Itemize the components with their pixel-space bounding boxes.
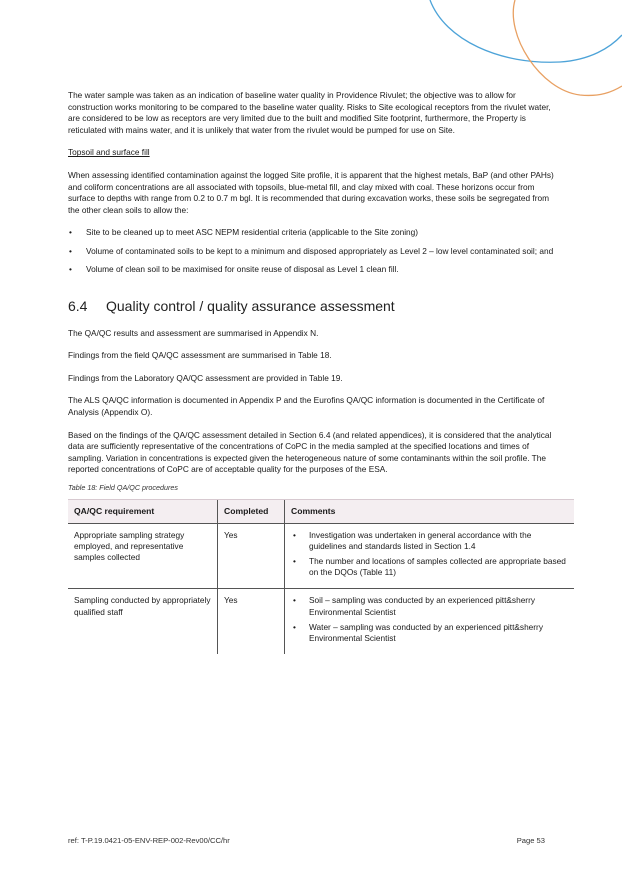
- bullet-list: [68, 227, 559, 275]
- list-item: • Site to be cleaned up to meet ASC NEPM residential criteria (applicable to the Site zoning): [69, 227, 419, 238]
- topsoil-heading: Topsoil and surface fill: [68, 147, 150, 158]
- topsoil-paragraph: When assessing identified contamination against the logged Site profile, it is apparent that the highest metals, BaP (and other PAHs) and coliform concentrations are all associated with topsoils, blue-metal fill, and clay mixed with coal. These horizons occur from surface to depths with range from 0.2 to 0.7 m bgl. It is recommended that during excavation works, these soils be segregated from the other clean soils to allow the:: [68, 169, 554, 215]
- table-header-row: [68, 499, 574, 523]
- intro-paragraph: The water sample was taken as an indication of baseline water quality in Providence Rivulet; the objective was to allow for construction works monitoring to be compared to the baseline water quality. Risks to Site ecological receptors from the rivulet water, are considered to be low as receptors are very limited due to the built and modified Site footprint, furthermore, the Property is reticulated with mains water, and it is unlikely that water from the rivulet would be pumped for use on Site.: [68, 90, 551, 135]
- cell-comments: [285, 589, 575, 654]
- cell-completed: Yes: [218, 523, 285, 589]
- cell-completed: Yes: [218, 589, 285, 654]
- qa-paragraph: The QA/QC results and assessment are summarised in Appendix N.: [68, 327, 319, 338]
- qa-paragraph: Based on the findings of the QA/QC assessment detailed in Section 6.4 (and related appendices), it is considered that the analytical data are sufficiently representative of the concentrations of CoPC in the media sampled at the specified locations and times of sampling. Variation in concentrations is expected given the heterogeneous nature of some contaminants within the soil profile. The reported concentrations of CoPC are of acceptable quality for the purposes of the ESA.: [68, 429, 552, 475]
- document-reference: ref: T-P.19.0421-05-ENV-REP-002-Rev00/CC/hr: [68, 836, 230, 845]
- list-item: • Volume of contaminated soils to be kept to a minimum and disposed appropriately as Level 2 – low level contaminated soil; and: [69, 245, 554, 256]
- bullet-icon: •: [293, 555, 296, 566]
- qa-paragraph: Findings from the Laboratory QA/QC assessment are provided in Table 19.: [68, 372, 343, 383]
- list-item: • Water – sampling was conducted by an experienced pitt&sherry Environmental Scientist: [293, 621, 543, 643]
- table-caption: Table 18: Field QA/QC procedures: [68, 482, 178, 492]
- bullet-icon: •: [69, 245, 72, 256]
- list-item: • Soil – sampling was conducted by an experienced pitt&sherry Environmental Scientist: [293, 595, 535, 617]
- table-row: [68, 523, 574, 589]
- header-requirement: QA/QC requirement: [68, 499, 218, 523]
- bullet-icon: •: [69, 227, 72, 238]
- bullet-icon: •: [293, 595, 296, 606]
- qa-table: [68, 499, 574, 655]
- bullet-icon: •: [293, 621, 296, 632]
- section-number: 6.4: [68, 297, 88, 314]
- cell-requirement: Appropriate sampling strategy employed, and representative samples collected: [68, 523, 218, 589]
- qa-paragraph: The ALS QA/QC information is documented in Appendix P and the Eurofins QA/QC information is documented in the Certificate of Analysis (Appendix O).: [68, 395, 545, 417]
- page-number: Page 53: [516, 836, 545, 845]
- section-title: Quality control / quality assurance assessment: [106, 297, 395, 314]
- list-item: • The number and locations of samples collected are appropriate based on the DQOs (Table 11): [293, 555, 566, 578]
- bullet-icon: •: [69, 264, 72, 275]
- section-heading: [68, 298, 559, 314]
- list-item: • Investigation was undertaken in general accordance with the guidelines and standards listed in Section 1.4: [293, 529, 532, 551]
- cell-requirement: Sampling conducted by appropriately qualified staff: [68, 589, 218, 654]
- header-completed: Completed: [218, 499, 285, 523]
- table-row: [68, 589, 574, 654]
- list-item: • Volume of clean soil to be maximised for onsite reuse of disposal as Level 1 clean fill.: [69, 264, 399, 275]
- header-comments: Comments: [285, 499, 575, 523]
- cell-comments: [285, 523, 575, 589]
- page-body: [68, 90, 566, 654]
- bullet-icon: •: [293, 529, 296, 540]
- blue-arc: [430, 0, 622, 62]
- qa-paragraph: Findings from the field QA/QC assessment are summarised in Table 18.: [68, 350, 332, 361]
